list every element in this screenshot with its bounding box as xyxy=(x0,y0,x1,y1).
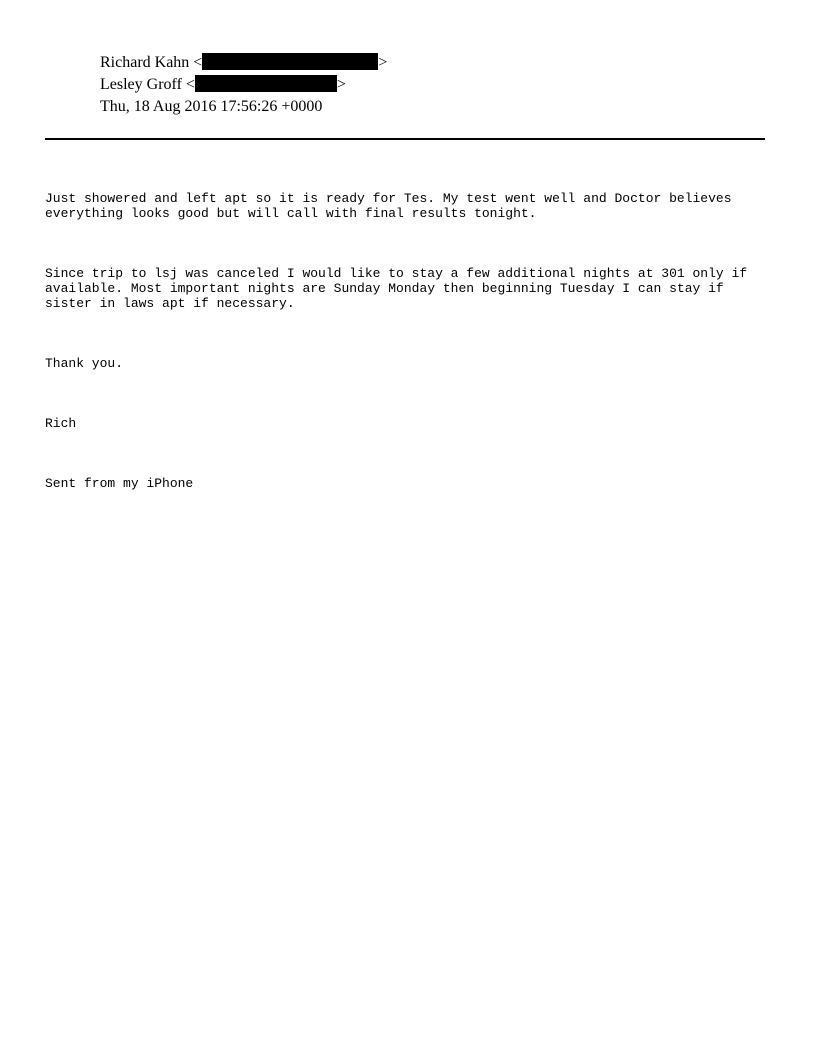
body-sent-from: Sent from my iPhone xyxy=(45,476,194,491)
to-close-bracket: > xyxy=(336,76,346,93)
from-value xyxy=(100,52,387,74)
to-value xyxy=(100,74,346,96)
header-divider xyxy=(45,138,765,140)
from-email-redaction xyxy=(202,53,378,70)
from-name: Richard Kahn < xyxy=(100,54,203,71)
to-name: Lesley Groff < xyxy=(100,76,195,93)
email-body xyxy=(45,161,765,521)
body-signature: Rich xyxy=(45,416,77,431)
body-closing: Thank you. xyxy=(45,356,124,371)
to-email-redaction xyxy=(195,75,337,92)
from-close-bracket: > xyxy=(378,54,388,71)
body-paragraph-2: Since trip to lsj was canceled I would like to stay a few additional nights at 301 only if available. Most important nights are Sunday Monday then beginning Tuesday I can stay if sister in laws apt if necessary. xyxy=(45,266,748,311)
body-paragraph-1: Just showered and left apt so it is ready for Tes. My test went well and Doctor believes everything looks good but will call with final results tonight. xyxy=(45,191,732,221)
date-value: Thu, 18 Aug 2016 17:56:26 +0000 xyxy=(100,98,323,115)
